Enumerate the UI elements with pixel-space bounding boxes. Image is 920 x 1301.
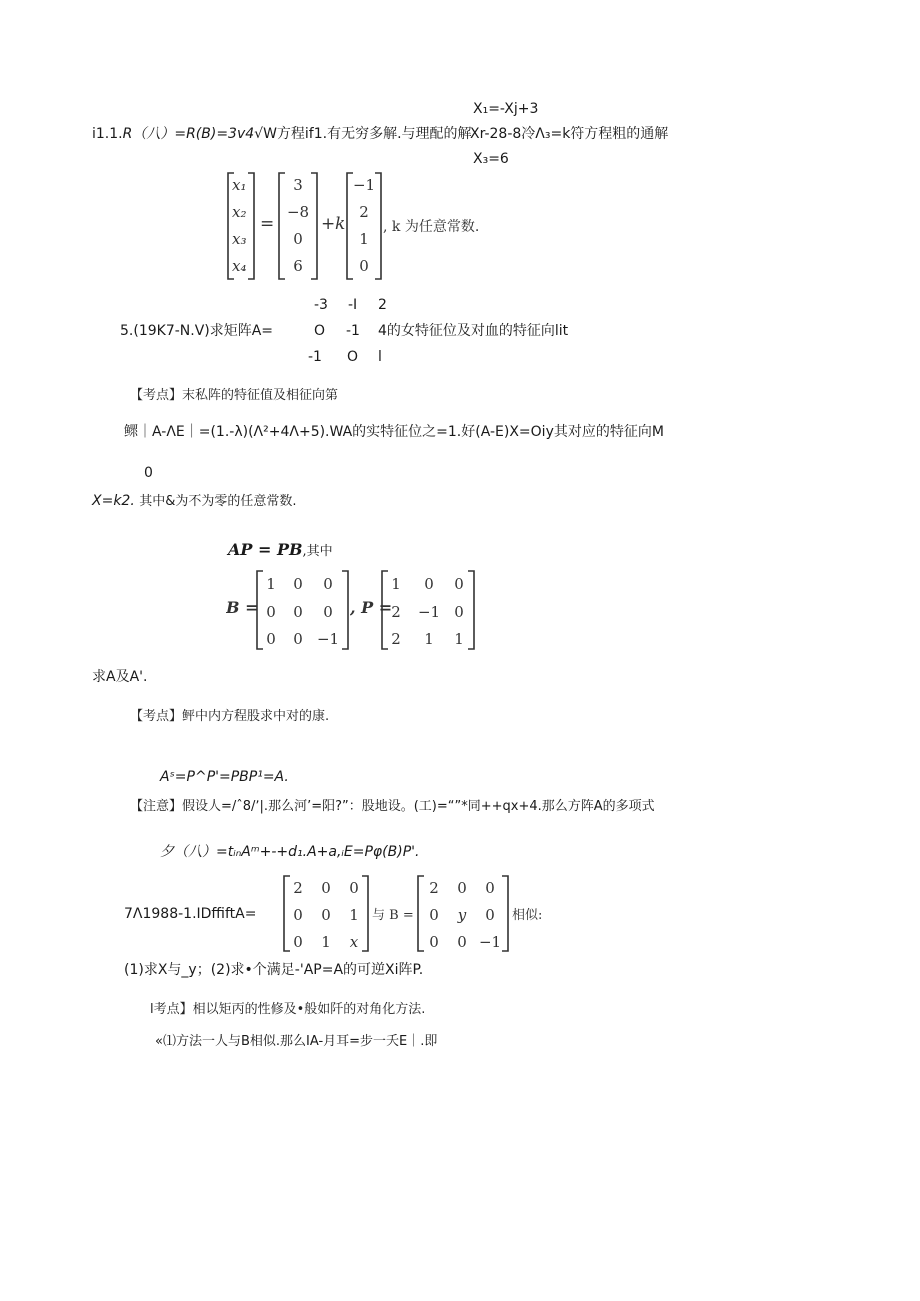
matB-r3c2: 0 xyxy=(293,630,303,648)
matB7-r1c2: 0 xyxy=(457,879,467,897)
ap-pb-formula: AP = PB xyxy=(228,540,303,559)
matB7-r2c2: y xyxy=(457,906,467,924)
vector-zero: 0 xyxy=(144,465,153,481)
matA7-r2c1: 0 xyxy=(293,906,303,924)
problem-5-question: 5.(19K7-N.V)求矩阵A= xyxy=(120,323,274,339)
plus-sign: + xyxy=(321,214,336,234)
matP-r3c2: 1 xyxy=(424,630,434,648)
matA7-r3c2: 1 xyxy=(321,933,331,951)
equation-x1: X₁=-Xj+3 xyxy=(473,101,539,117)
similar-label: 相似: xyxy=(512,908,543,923)
matP-r2c2: −1 xyxy=(417,603,441,621)
similar-to-label: 与 B = xyxy=(372,908,414,923)
matA7-r1c1: 2 xyxy=(293,879,303,897)
eigenvector-note: 其中&为不为零的任意常数. xyxy=(139,494,297,509)
equation-x3: X₃=6 xyxy=(473,151,509,167)
matA7-r2c2: 0 xyxy=(321,906,331,924)
solution-5: 鳏｜A-ΛE｜=(1.-λ)(Λ²+4Λ+5).WA的实特征位之=1.好(A-E)X=Oiy其对应的特征向M xyxy=(124,424,664,440)
polynomial-identity: 夕（八）=tᵢₙAᵐ+-+d₁.A+a,ᵢE=Pφ(B)P'. xyxy=(160,844,420,860)
matB7-r2c3: 0 xyxy=(485,906,495,924)
equation-x2: Xr-28-8冷Λ₃=k符方程粗的通解 xyxy=(470,126,669,142)
vec-d-1: −1 xyxy=(352,176,376,194)
vec-d-4: 0 xyxy=(359,257,369,275)
matB7-r1c3: 0 xyxy=(485,879,495,897)
vec-x-1: x₁ xyxy=(232,176,247,194)
matB7-r3c2: 0 xyxy=(457,933,467,951)
matA7-r3c1: 0 xyxy=(293,933,303,951)
eigenvector-statement xyxy=(92,492,297,511)
matA7-r1c2: 0 xyxy=(321,879,331,897)
matB-r2c1: 0 xyxy=(266,603,276,621)
equals-sign: = xyxy=(260,214,275,234)
matP-r1c2: 0 xyxy=(424,575,434,593)
matB7-r3c1: 0 xyxy=(429,933,439,951)
vec-note: , k 为任意常数. xyxy=(383,219,480,235)
matrices-B-P xyxy=(226,565,482,655)
problem-7-question: 7Λ1988-1.IDffiftA= xyxy=(124,906,257,922)
matB-r3c1: 0 xyxy=(266,630,276,648)
matB-r2c2: 0 xyxy=(293,603,303,621)
find-A-question: 求A及A'. xyxy=(92,669,148,685)
matB7-r1c1: 2 xyxy=(429,879,439,897)
matB-r1c3: 0 xyxy=(323,575,333,593)
rank-expression: R（八）=R(B)=3v4 xyxy=(122,126,255,142)
matA7-r2c3: 1 xyxy=(349,906,359,924)
mat5-r3c2: O xyxy=(347,349,359,365)
mat5-r2c3: 4的女特征位及对血的特征向lit xyxy=(378,323,569,339)
key-point-7: l考点】相以矩丙的性修及•般如阡的对角化方法. xyxy=(150,1002,426,1017)
mat5-r2c1: O xyxy=(314,323,326,339)
problem-4-number: i1.1. xyxy=(92,126,123,142)
vec-x-2: x₂ xyxy=(232,203,247,221)
key-point-6: 【考点】鲆中内方程股求中对的康. xyxy=(130,709,330,724)
problem-7-subquestions: (1)求X与_y；(2)求•个满足-'AP=A的可逆Xi阵P. xyxy=(124,962,424,978)
attention-note: 【注意】假设人=/ˆ8/ʼ|.那么河’=阳?”：股地设。(工)=“”*同++qx+4.那么方阵A的多项式 xyxy=(130,799,655,814)
vec-c-2: −8 xyxy=(286,203,310,221)
vec-x-4: x₄ xyxy=(232,257,247,275)
vec-c-4: 6 xyxy=(293,257,303,275)
mat5-r1c3: 2 xyxy=(378,297,387,313)
solution-7: «⑴方法一人与B相似.那么IA-月耳=步一夭E｜.即 xyxy=(155,1034,438,1049)
matP-r2c3: 0 xyxy=(454,603,464,621)
mat5-r1c1: -3 xyxy=(314,297,328,313)
P-label: , P = xyxy=(350,598,393,617)
ap-pb-tail: ,其中 xyxy=(302,544,333,559)
problem-4-text: √W方程if1.有无穷多解.与理配的解 xyxy=(254,126,472,142)
matP-r3c3: 1 xyxy=(454,630,464,648)
coef-k: k xyxy=(335,214,346,234)
matP-r2c1: 2 xyxy=(391,603,401,621)
mat5-r1c2: -I xyxy=(348,297,358,313)
matB-r1c1: 1 xyxy=(266,575,276,593)
power-identity: Aˢ=P^P'=PBP¹=A. xyxy=(160,769,289,785)
matP-r1c3: 0 xyxy=(454,575,464,593)
problem-4-statement xyxy=(92,125,472,143)
eigenvector-x: X=k2. xyxy=(92,493,135,509)
mat5-r2c2: -1 xyxy=(346,323,360,339)
matB-r3c3: −1 xyxy=(316,630,340,648)
general-solution-vector xyxy=(222,168,492,284)
matA7-r3c3: x xyxy=(349,933,359,951)
vec-d-2: 2 xyxy=(359,203,369,221)
matA7-r1c3: 0 xyxy=(349,879,359,897)
mat5-r3c3: l xyxy=(378,349,382,365)
vec-x-3: x₃ xyxy=(232,230,247,248)
matB-r1c2: 0 xyxy=(293,575,303,593)
vec-c-3: 0 xyxy=(293,230,303,248)
B-label: B = xyxy=(226,598,259,617)
matrices-A-B-7 xyxy=(280,871,550,957)
vec-d-3: 1 xyxy=(359,230,369,248)
mat5-r3c1: -1 xyxy=(308,349,322,365)
matB7-r3c3: −1 xyxy=(478,933,502,951)
matP-r1c1: 1 xyxy=(391,575,401,593)
matP-r3c1: 2 xyxy=(391,630,401,648)
matB7-r2c1: 0 xyxy=(429,906,439,924)
matB-r2c3: 0 xyxy=(323,603,333,621)
ap-pb-equation xyxy=(228,541,333,561)
vec-c-1: 3 xyxy=(293,176,303,194)
key-point-5: 【考点】末私阵的特征值及相征向第 xyxy=(130,388,339,403)
